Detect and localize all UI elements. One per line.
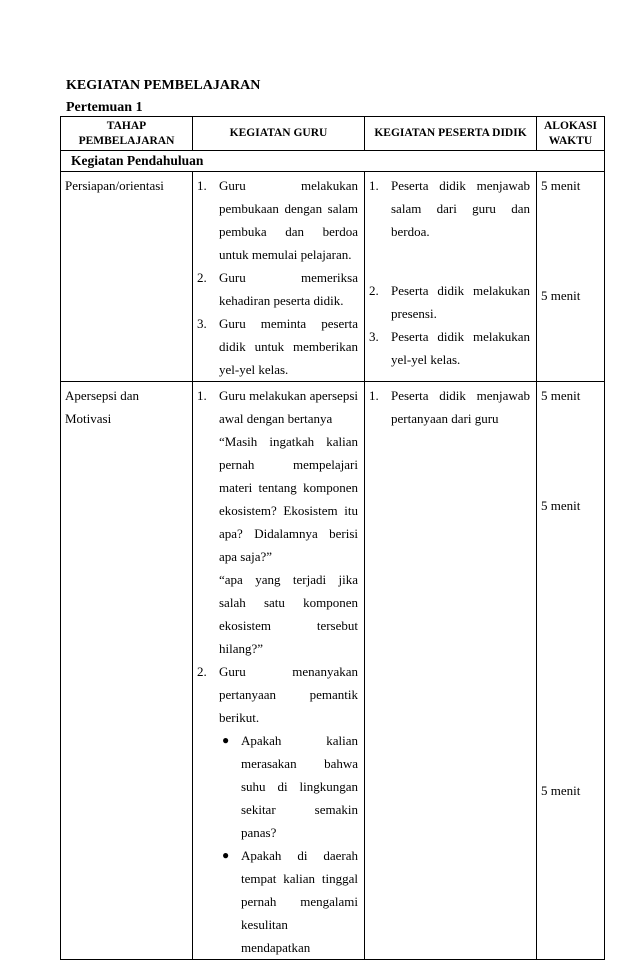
list-item: 2. Guru menanyakan pertanyaan pemantik berikut. ● Apakah kalian merasakan bahwa suhu di lingkungan sekitar semakin panas? ● Apakah di daerah tempat kalian tinggal pernah mengalami kesulitan mendapatkan bbox=[197, 660, 358, 959]
list-item: 3. Guru meminta peserta didik untuk memberikan yel-yel kelas. bbox=[197, 316, 358, 377]
list-item: 1. Peserta didik menjawab salam dari guru dan berdoa. bbox=[369, 178, 530, 239]
table-row bbox=[61, 172, 605, 382]
waktu-cell bbox=[537, 172, 605, 382]
waktu-cell bbox=[537, 382, 605, 960]
header-siswa: KEGIATAN PESERTA DIDIK bbox=[365, 117, 537, 151]
list-item: 1. Peserta didik menjawab pertanyaan dari guru bbox=[369, 388, 530, 426]
waktu-value: 5 menit bbox=[541, 288, 581, 303]
section-row bbox=[61, 151, 605, 172]
lesson-table bbox=[60, 116, 605, 960]
waktu-value: 5 menit bbox=[541, 498, 581, 513]
list-item: 1. Guru melakukan apersepsi awal dengan bertanya “Masih ingatkah kalian pernah mempelajari materi tentang komponen ekosistem? Ekosistem itu apa? Didalamnya berisi apa saja?” “apa yang terjadi jika salah satu komponen ekosistem tersebut hilang?” bbox=[197, 388, 358, 656]
tahap-label: Apersepsi dan bbox=[65, 388, 140, 403]
section-label: Kegiatan Pendahuluan bbox=[61, 151, 605, 172]
list-item: 2. Guru memeriksa kehadiran peserta didik. bbox=[197, 270, 358, 308]
tahap-label: Motivasi bbox=[65, 411, 112, 426]
waktu-value: 5 menit bbox=[541, 783, 581, 798]
siswa-cell bbox=[365, 382, 537, 960]
bullet-item: ● Apakah kalian merasakan bahwa suhu di lingkungan sekitar semakin panas? bbox=[222, 733, 358, 840]
list-item: 2. Peserta didik melakukan presensi. bbox=[369, 283, 530, 321]
waktu-value: 5 menit bbox=[541, 178, 581, 193]
guru-cell bbox=[193, 382, 365, 960]
table-row bbox=[61, 382, 605, 960]
tahap-label: Persiapan/orientasi bbox=[65, 178, 164, 193]
list-item: 3. Peserta didik melakukan yel-yel kelas. bbox=[369, 329, 530, 367]
waktu-value: 5 menit bbox=[541, 388, 581, 403]
bullet-item: ● Apakah di daerah tempat kalian tinggal pernah mengalami kesulitan mendapatkan bbox=[222, 848, 358, 955]
meeting-heading: Pertemuan 1 bbox=[66, 100, 143, 115]
section-heading: KEGIATAN PEMBELAJARAN bbox=[66, 78, 261, 93]
tahap-cell bbox=[61, 172, 193, 382]
table-header-row bbox=[61, 117, 605, 151]
header-guru: KEGIATAN GURU bbox=[193, 117, 365, 151]
header-waktu: ALOKASI WAKTU bbox=[537, 117, 605, 151]
tahap-cell bbox=[61, 382, 193, 960]
siswa-cell bbox=[365, 172, 537, 382]
header-tahap: TAHAP PEMBELAJARAN bbox=[61, 117, 193, 151]
list-item: 1. Guru melakukan pembukaan dengan salam pembuka dan berdoa untuk memulai pelajaran. bbox=[197, 178, 358, 262]
guru-cell bbox=[193, 172, 365, 382]
